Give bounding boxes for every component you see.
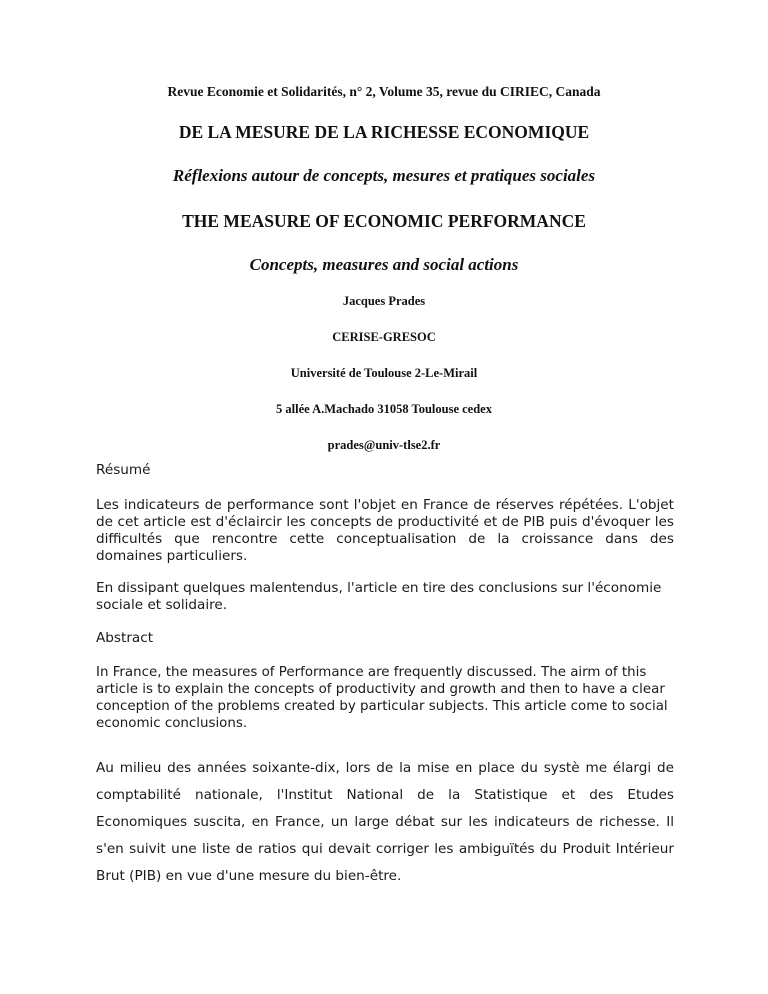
author-lab: CERISE-GRESOC [332,330,436,344]
resume-paragraph-2: En dissipant quelques malentendus, l'article en tire des conclusions sur l'économie sociale et solidaire. [96,580,662,613]
author-email[interactable]: prades@univ-tlse2.fr [327,438,441,452]
author-name: Jacques Prades [342,294,426,308]
abstract-paragraph: In France, the measures of Performance are frequently discussed. The airm of this article is to explain the concepts of productivity and growth and then to have a clear conception of the problems created by particular subjects. This article come to social economic conclusions. [96,665,668,731]
journal-reference: Revue Economie et Solidarités, n° 2, Volume 35, revue du CIRIEC, Canada [167,84,601,99]
resume-paragraph-1: Les indicateurs de performance sont l'objet en France de réserves répétées. L'objet de cet article est d'éclaircir les concepts de productivité et de PIB puis d'évoquer les difficultés que rencontre cette conceptualisation de la croissance dans des domaines particuliers. [96,497,674,564]
body-paragraph-1: Au milieu des années soixante-dix, lors de la mise en place du systè me élargi de comptabilité nationale, l'Institut National de la Statistique et des Etudes Economiques suscita, en France, un large débat sur les indicateurs de richesse. Il s'en suivit une liste de ratios qui devait corriger les ambiguïtés du Produit Intérieur Brut (PIB) en vue d'une mesure du bien-être. [96,760,674,884]
resume-heading: Résumé [96,462,151,478]
abstract-heading: Abstract [96,630,154,646]
title-french: DE LA MESURE DE LA RICHESSE ECONOMIQUE [178,122,590,142]
author-address: 5 allée A.Machado 31058 Toulouse cedex [276,402,492,416]
subtitle-english: Concepts, measures and social actions [249,255,519,274]
author-university: Université de Toulouse 2-Le-Mirail [290,366,478,380]
title-english: THE MEASURE OF ECONOMIC PERFORMANCE [182,211,586,231]
subtitle-french: Réflexions autour de concepts, mesures et pratiques sociales [172,166,596,185]
